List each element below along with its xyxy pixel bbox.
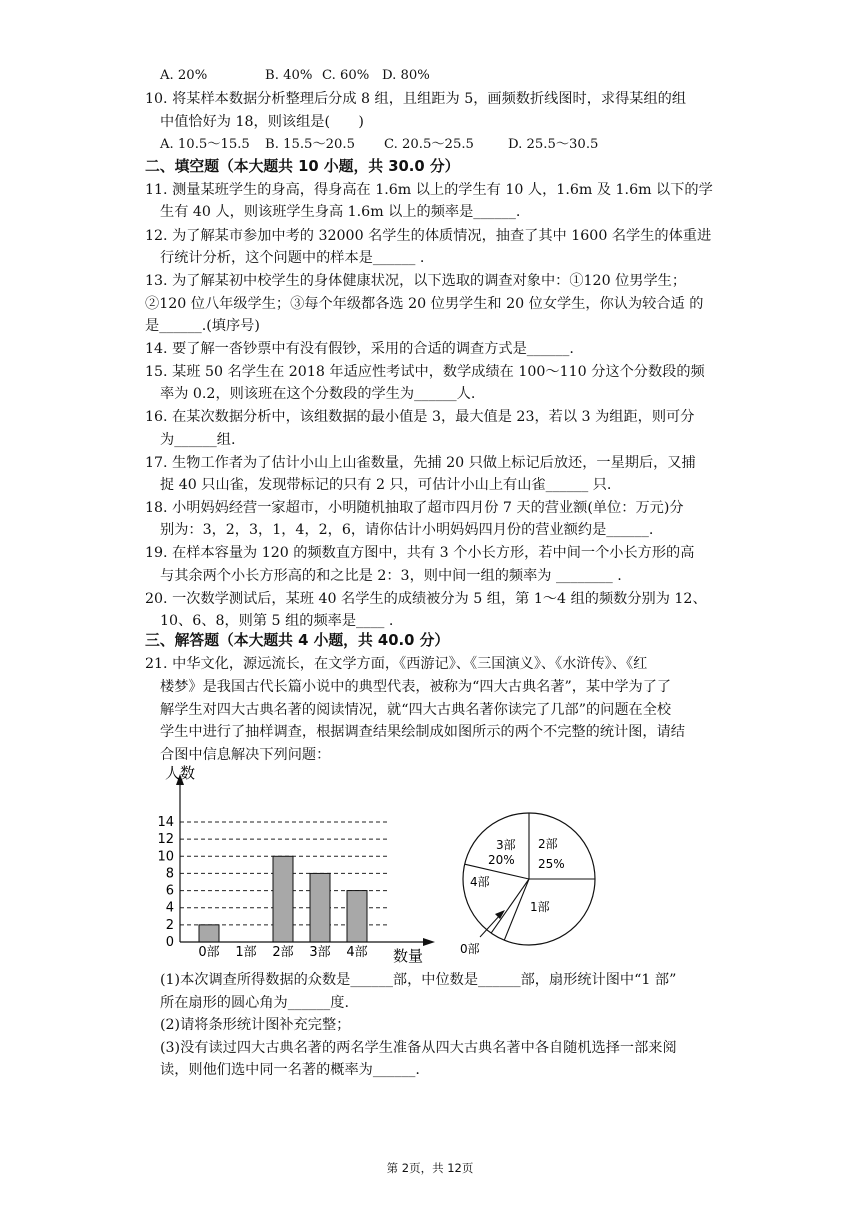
section-3-heading: 三、解答题（本大题共 4 小题，共 40.0 分） bbox=[145, 632, 450, 649]
y-tick-label: 2 bbox=[165, 917, 174, 933]
x-category-label: 3部 bbox=[309, 945, 331, 960]
q13-line-2: ②120 位八年级学生；③每个年级都各选 20 位男学生和 20 位女学生，你认为较合适 的 bbox=[145, 296, 704, 312]
q21-sub-3b: 读，则他们选中同一名著的概率为______. bbox=[160, 1062, 420, 1078]
q17-line-1: 17. 生物工作者为了估计小山上山雀数量，先捕 20 只做上标记后放还，一星期后，又捕 bbox=[145, 455, 696, 471]
q13-line-1: 13. 为了解某初中校学生的身体健康状况，以下选取的调查对象中：①120 位男学生； bbox=[145, 273, 687, 289]
bar bbox=[310, 873, 330, 942]
q12-line-2: 行统计分析，这个问题中的样本是______ . bbox=[160, 250, 425, 266]
page-footer: 第 2页，共 12页 bbox=[386, 1161, 474, 1175]
q20-line-1: 20. 一次数学测试后，某班 40 名学生的成绩被分为 5 组，第 1～4 组的频数分别为 12、 bbox=[145, 591, 707, 607]
q16-line-2: 为______组. bbox=[160, 432, 236, 448]
x-category-label: 2部 bbox=[272, 945, 294, 960]
q9-option-d: D. 80% bbox=[382, 68, 430, 83]
y-tick-label: 8 bbox=[165, 866, 174, 882]
x-axis-arrow bbox=[423, 938, 435, 946]
y-tick-label: 14 bbox=[157, 815, 174, 830]
q17-line-2: 捉 40 只山雀，发现带标记的只有 2 只，可估计小山上有山雀______ 只. bbox=[160, 477, 612, 493]
y-tick-label: 4 bbox=[165, 900, 174, 916]
q10-option-c: C. 20.5～25.5 bbox=[384, 137, 474, 152]
q21-sub-3: (3)没有读过四大古典名著的两名学生准备从四大古典名著中各自随机选择一部来阅 bbox=[160, 1040, 677, 1056]
x-category-label: 1部 bbox=[235, 945, 257, 960]
q18-line-2: 别为：3，2，3，1，4，2，6，请你估计小明妈妈四月份的营业额约是______. bbox=[160, 522, 654, 538]
q9-option-c: C. 60% bbox=[322, 68, 370, 83]
q11-line-2: 生有 40 人，则该班学生身高 1.6m 以上的频率是______. bbox=[160, 204, 521, 220]
y-tick-label: 6 bbox=[165, 883, 174, 899]
q21-sub-1b: 所在扇形的圆心角为______度. bbox=[160, 995, 349, 1011]
q21-sub-1: (1)本次调查所得数据的众数是______部，中位数是______部，扇形统计图中“1 部” bbox=[160, 972, 677, 988]
q10-option-d: D. 25.5～30.5 bbox=[508, 137, 599, 152]
x-category-label: 0部 bbox=[198, 945, 220, 960]
q20-line-2: 10、6、8，则第 5 组的频率是____ . bbox=[160, 613, 394, 629]
bar bbox=[199, 925, 219, 942]
y-axis-label: 人数 bbox=[165, 764, 196, 782]
y-tick-label: 12 bbox=[157, 832, 174, 848]
q18-line-1: 18. 小明妈妈经营一家超市，小明随机抽取了超市四月份 7 天的营业额(单位：万元)分 bbox=[145, 500, 684, 516]
q21-line-4: 学生中进行了抽样调查，根据调查结果绘制成如图所示的两个不完整的统计图，请结 bbox=[160, 724, 685, 740]
q10-line-2: 中值恰好为 18，则该组是( ) bbox=[160, 114, 364, 130]
pie-chart bbox=[450, 800, 625, 965]
q21-line-3: 解学生对四大古典名著的阅读情况，就“四大古典名著你读完了几部”的问题在全校 bbox=[160, 702, 672, 718]
y-tick-label: 0 bbox=[165, 935, 174, 950]
q21-line-1: 21. 中华文化，源远流长，在文学方面，《西游记》、《三国演义》、《水浒传》、《红 bbox=[145, 656, 648, 672]
pie-label-3-percent: 20% bbox=[488, 853, 515, 867]
q21-line-2: 楼梦》是我国古代长篇小说中的典型代表，被称为“四大古典名著”，某中学为了了 bbox=[160, 679, 672, 695]
q16-line-1: 16. 在某次数据分析中，该组数据的最小值是 3，最大值是 23，若以 3 为组距，则可分 bbox=[145, 409, 695, 425]
y-tick-label: 10 bbox=[157, 849, 174, 865]
q21-sub-2: (2)请将条形统计图补充完整； bbox=[160, 1017, 351, 1033]
pie-label-2-percent: 25% bbox=[538, 857, 565, 871]
x-category-label: 4部 bbox=[346, 945, 368, 960]
q15-line-1: 15. 某班 50 名学生在 2018 年适应性考试中，数学成绩在 100～110 分这个分数段的频 bbox=[145, 364, 705, 380]
pie-label-4: 4部 bbox=[470, 875, 490, 889]
q21-line-5: 合图中信息解决下列问题： bbox=[160, 747, 331, 763]
q9-option-a: A. 20% bbox=[160, 68, 208, 83]
pie-label-2: 2部 bbox=[538, 837, 558, 851]
section-2-heading: 二、填空题（本大题共 10 小题，共 30.0 分） bbox=[145, 158, 460, 175]
pie-label-0: 0部 bbox=[460, 942, 480, 956]
q13-line-3: 是______.(填序号) bbox=[145, 318, 260, 334]
pie-pointer-line bbox=[480, 914, 501, 937]
bar bbox=[347, 891, 367, 942]
q14-line-1: 14. 要了解一沓钞票中有没有假钞，采用的合适的调查方式是______. bbox=[145, 341, 574, 357]
q10-option-a: A. 10.5～15.5 bbox=[160, 137, 250, 152]
q19-line-2: 与其余两个小长方形高的和之比是 2：3，则中间一组的频率为 ________ . bbox=[160, 568, 622, 584]
q9-option-b: B. 40% bbox=[265, 68, 313, 83]
bar bbox=[273, 856, 293, 942]
q10-option-b: B. 15.5～20.5 bbox=[265, 137, 355, 152]
pie-label-1: 1部 bbox=[530, 900, 550, 914]
q19-line-1: 19. 在样本容量为 120 的频数直方图中，共有 3 个小长方形，若中间一个小长方形的高 bbox=[145, 545, 695, 561]
q11-line-1: 11. 测量某班学生的身高，得身高在 1.6m 以上的学生有 10 人，1.6m 及 1.6m 以下的学 bbox=[145, 182, 713, 198]
pie-label-3: 3部 bbox=[496, 838, 516, 852]
q12-line-1: 12. 为了解某市参加中考的 32000 名学生的体质情况，抽查了其中 1600 名学生的体重进 bbox=[145, 228, 712, 244]
x-axis-label: 数量 bbox=[393, 947, 424, 965]
q15-line-2: 率为 0.2，则该班在这个分数段的学生为______人. bbox=[160, 386, 476, 402]
q10-line-1: 10. 将某样本数据分析整理后分成 8 组，且组距为 5，画频数折线图时，求得某组的组 bbox=[145, 91, 687, 107]
bar-chart bbox=[155, 760, 445, 970]
